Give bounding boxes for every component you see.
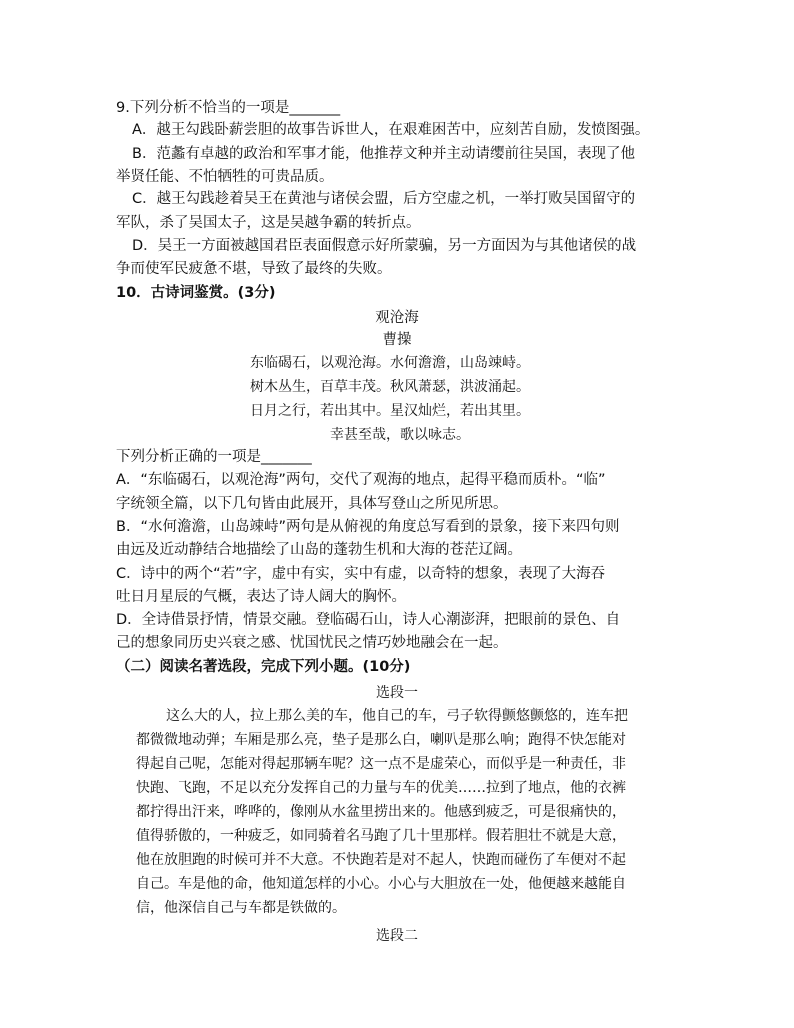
q9-option-d-line1: D．吴王一方面被越国君臣表面假意示好所蒙骗，另一方面因为与其他诸侯的战 bbox=[132, 238, 637, 254]
excerpt1-line-1: 这么大的人，拉上那么美的车，他自己的车，弓子软得颤悠颤悠的，连车把 bbox=[166, 708, 628, 724]
poem-author: 曹操 bbox=[382, 332, 412, 348]
q10-option-a-line1: A．“东临碣石，以观沧海”两句，交代了观海的地点，起得平稳而质朴。“临” bbox=[116, 472, 606, 488]
excerpt1-line-3: 得起自己呢，怎能对得起那辆车呢？这一点不是虚荣心，而似乎是一种责任，非 bbox=[136, 756, 626, 772]
q10-option-d-line2: 己的想象同历史兴衰之感、忧国忧民之情巧妙地融会在一起。 bbox=[116, 635, 508, 651]
section2-heading: （二）阅读名著选段，完成下列小题。(10分) bbox=[116, 659, 411, 675]
q9-option-c-line2: 军队，杀了吴国太子，这是吴越争霸的转折点。 bbox=[116, 215, 421, 231]
excerpt1-line-8: 自己。车是他的命，他知道怎样的小心。小心与大胆放在一处，他便越来越能自 bbox=[136, 876, 626, 892]
q10-option-d-line1: D．全诗借景抒情，情景交融。登临碣石山，诗人心潮澎湃，把眼前的景色、自 bbox=[116, 612, 621, 628]
q9-stem: 9.下列分析不恰当的一项是_______ bbox=[116, 100, 341, 116]
poem-line-4: 幸甚至哉，歌以咏志。 bbox=[330, 427, 470, 443]
poem-line-1: 东临碣石，以观沧海。水何澹澹，山岛竦峙。 bbox=[250, 355, 530, 371]
q10-option-b-line2: 由远及近动静结合地描绘了山岛的蓬勃生机和大海的苍茫辽阔。 bbox=[116, 542, 522, 558]
poem-line-3: 日月之行，若出其中。星汉灿烂，若出其里。 bbox=[250, 403, 530, 419]
excerpt2-title: 选段二 bbox=[376, 928, 418, 944]
excerpt1-line-2: 都微微地动弹；车厢是那么亮，垫子是那么白，喇叭是那么响；跑得不快怎能对 bbox=[136, 732, 626, 748]
q10-option-c-line2: 吐日月星辰的气概，表达了诗人阔大的胸怀。 bbox=[116, 589, 406, 605]
poem-line-2: 树木丛生，百草丰茂。秋风萧瑟，洪波涌起。 bbox=[250, 379, 530, 395]
excerpt1-title: 选段一 bbox=[376, 685, 418, 701]
q9-option-a: A．越王勾践卧薪尝胆的故事告诉世人，在艰难困苦中，应刻苦自励，发愤图强。 bbox=[132, 122, 650, 138]
q10-stem: 下列分析正确的一项是_______ bbox=[116, 449, 312, 465]
excerpt1-line-9: 信，他深信自己与车都是铁做的。 bbox=[136, 900, 346, 916]
q10-option-c-line1: C．诗中的两个“若”字，虚中有实，实中有虚，以奇特的想象，表现了大海吞 bbox=[116, 566, 606, 582]
q9-option-b-line1: B．范蠡有卓越的政治和军事才能，他推荐文种并主动请缨前往吴国，表现了他 bbox=[132, 146, 635, 162]
excerpt1-line-6: 值得骄傲的，一种疲乏，如同骑着名马跑了几十里那样。假若胆壮不就是大意， bbox=[136, 828, 626, 844]
poem-title: 观沧海 bbox=[375, 310, 419, 326]
q9-option-c-line1: C．越王勾践趁着吴王在黄池与诸侯会盟，后方空虚之机，一举打败吴国留守的 bbox=[132, 191, 636, 207]
excerpt1-line-4: 快跑、飞跑，不足以充分发挥自己的力量与车的优美……拉到了地点，他的衣裤 bbox=[136, 780, 626, 796]
q9-option-b-line2: 举贤任能、不怕牺牲的可贵品质。 bbox=[116, 169, 334, 185]
q10-option-b-line1: B．“水何澹澹，山岛竦峙”两句是从俯视的角度总写看到的景象，接下来四句则 bbox=[116, 519, 620, 535]
excerpt1-line-7: 他在放胆跑的时候可并不大意。不快跑若是对不起人，快跑而碰伤了车便对不起 bbox=[136, 852, 626, 868]
q10-heading: 10．古诗词鉴赏。(3分) bbox=[116, 285, 276, 301]
q10-option-a-line2: 字统领全篇，以下几句皆由此展开，具体写登山之所见所思。 bbox=[116, 496, 508, 512]
excerpt1-line-5: 都拧得出汗来，哗哗的，像刚从水盆里捞出来的。他感到疲乏，可是很痛快的， bbox=[136, 804, 626, 820]
q9-option-d-line2: 争而使军民疲惫不堪，导致了最终的失败。 bbox=[116, 261, 392, 277]
